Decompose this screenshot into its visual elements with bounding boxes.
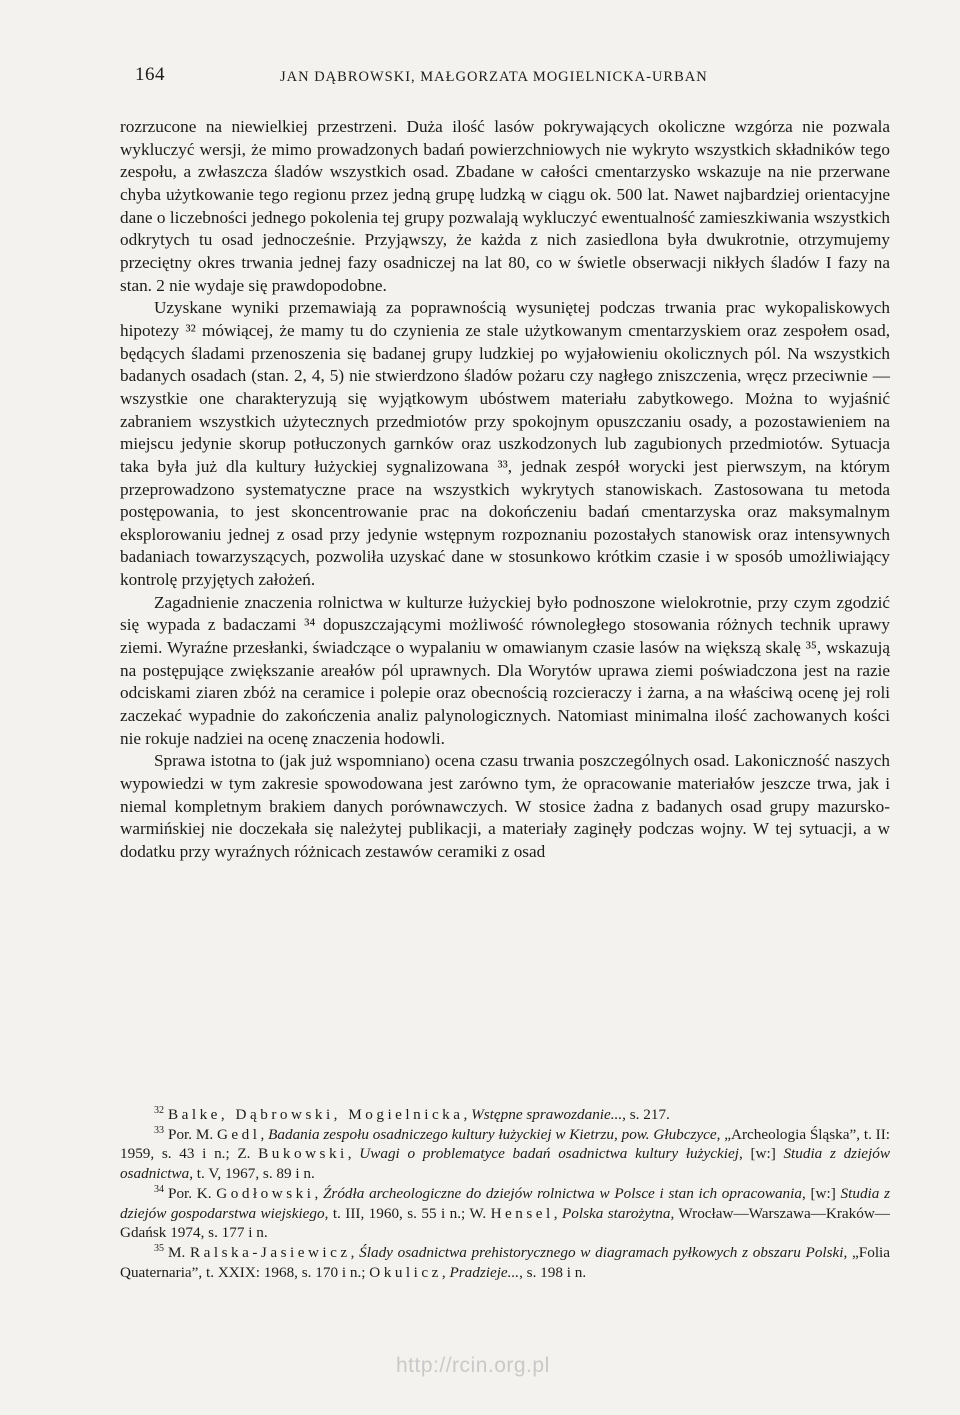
footnote-title: Studia z dziejów osadnictwa <box>120 1145 890 1183</box>
footnote-author: Hensel <box>490 1204 554 1222</box>
footnote-number: 33 <box>154 1124 164 1136</box>
source-watermark: http://rcin.org.pl <box>396 1354 550 1377</box>
footnote-title: Badania zespołu osadniczego kultury łużyckiej w Kietrzu, pow. Głubczyce <box>268 1125 717 1143</box>
footnote-text: , s. 217. <box>622 1106 670 1123</box>
footnote-34 <box>120 1184 890 1243</box>
paragraph-3: Zagadnienie znaczenia rolnictwa w kulturze łużyckiej było podnoszone wielokrotnie, przy czym zgodzić się wypada z badaczami ³⁴ dopuszczającymi możliwość równoległego stosowania różnych technik uprawy ziemi. Wyraźne przesłanki, świadczące o wypalaniu w omawianym czasie lasów na większą skalę ³⁵, wskazują na postępujące zwiększanie areałów pól uprawnych. Dla Worytów uprawa ziemi poświadczona jest na razie odciskami ziaren zbóż na ceramice i polepie oraz obecnością rozcieraczy i żarna, a na właściwą ocenę jej roli zaczekać wypadnie do zakończenia analiz palynologicznych. Natomiast minimalna ilość zachowanych kości nie rokuje nadziei na ocenę znaczenia hodowli. <box>120 592 890 748</box>
paragraph-2: Uzyskane wyniki przemawiają za poprawnością wysuniętej podczas trwania prac wykopaliskowych hipotezy ³² mówiącej, że mamy tu do czynienia ze stale użytkowanym cmentarzyskiem oraz zespołem osad, będących śladami przenoszenia się badanej grupy ludzkiej po wyjałowieniu okolicznych pól. Na wszystkich badanych osadach (stan. 2, 4, 5) nie stwierdzono śladów pożaru czy nagłego zniszczenia, wręcz przeciwnie — wszystkie one charakteryzują się wyjątkowym ubóstwem materiału zabytkowego. Można to wyjaśnić zabraniem wszystkich użytecznych przedmiotów przy spokojnym opuszczaniu osady, a pozostawieniem na miejscu jedynie skorup potłuczonych garnków oraz uszkodzonych lub zagubionych przedmiotów. Sytuacja taka była już dla kultury łużyckiej sygnalizowana ³³, jednak zespół worycki jest pierwszym, na którym przeprowadzono systematyczne prace na wszystkich wykrytych stanowiskach. Zastosowana tu metoda postępowania, to jest skoncentrowanie prac na dokończeniu badań cmentarzyska oraz maksymalnym eksplorowaniu jednej z osad przy jedynie wstępnym rozpoznaniu pozostałych stanowisk oraz intensywnych badaniach towarzyszących, pozwoliła uzyskać dane w stosunkowo krótkim czasie i w sposób umożliwiający kontrolę przyjętych założeń. <box>120 298 890 590</box>
footnote-text: , s. 198 i n. <box>519 1263 587 1281</box>
footnote-text: , t. V, 1967, s. 89 i n. <box>189 1165 315 1183</box>
footnote-title: Studia z dziejów gospodarstwa wiejskiego <box>120 1184 890 1222</box>
footnote-text: , <box>314 1184 323 1202</box>
body-text <box>120 116 890 864</box>
footnote-number: 32 <box>154 1104 164 1116</box>
footnote-author: Okulicz <box>369 1263 442 1281</box>
footnote-author: Ralska-Jasiewicz <box>190 1243 351 1261</box>
footnote-text: M. <box>168 1243 191 1261</box>
page-number: 164 <box>135 64 165 85</box>
footnote-title: Wstępne sprawozdanie... <box>471 1106 623 1123</box>
footnote-text: , <box>350 1243 360 1261</box>
footnote-title: Źródła archeologiczne do dziejów rolnictwa w Polsce i stan ich opracowania <box>322 1184 802 1202</box>
footnote-title: Polska starożytna <box>562 1204 671 1222</box>
footnote-number: 34 <box>154 1183 164 1195</box>
footnote-title: Pradzieje... <box>449 1263 520 1281</box>
footnote-author: Gedl <box>216 1125 261 1143</box>
footnote-text: , „Archeologia Śląska”, t. II: 1959, s. 43 i n.; Z. <box>120 1125 890 1163</box>
footnote-author: Bukowski <box>258 1145 348 1163</box>
paragraph-1: rozrzucone na niewielkiej przestrzeni. Duża ilość lasów pokrywających okoliczne wzgórza nie pozwala wykluczyć wersji, że mimo prowadzonych badań powierzchniowych nie wykryto wszystkich składników tego zespołu, a zwłaszcza śladów wszystkich osad. Zbadane w całości cmentarzysko wskazuje na nie przerwane chyba użytkowanie tego regionu przez jedną grupę ludzką w ciągu ok. 500 lat. Nawet najbardziej orientacyjne dane o liczebności jednego pokolenia tej grupy pozwalają wykluczyć ewentualność zamieszkiwania wszystkich odkrytych tu osad jednocześnie. Przyjąwszy, że każda z nich zasiedlona była dwukrotnie, otrzymujemy przeciętny okres trwania jednej fazy osadniczej na lat 80, co w świetle obserwacji nikłych śladów I fazy na stan. 2 nie wydaje się prawdopodobne. <box>120 117 890 295</box>
footnote-text: , <box>347 1145 360 1163</box>
footnote-text: Por. K. <box>168 1184 217 1202</box>
footnote-33 <box>120 1125 890 1184</box>
footnote-text: , t. III, 1960, s. 55 i n.; W. <box>324 1204 491 1222</box>
footnote-text: , <box>260 1125 269 1143</box>
footnote-author: Godłowski <box>216 1184 315 1202</box>
footnote-text: Por. M. <box>168 1125 217 1143</box>
footnote-text: , „Folia Quaternaria”, t. XXIX: 1968, s. 170 i n.; <box>120 1243 891 1281</box>
footnote-32 <box>120 1105 890 1125</box>
footnote-text: , <box>441 1263 450 1281</box>
footnote-number: 35 <box>154 1242 164 1254</box>
running-title: JAN DĄBROWSKI, MAŁGORZATA MOGIELNICKA-URBAN <box>280 69 708 85</box>
footnote-text: , [w:] <box>801 1184 841 1202</box>
footnotes <box>120 1105 890 1282</box>
footnote-text: , <box>463 1106 472 1123</box>
footnote-title: Ślady osadnictwa prehistorycznego w diagramach pyłkowych z obszaru Polski <box>359 1243 844 1261</box>
footnote-text: , <box>553 1204 562 1222</box>
paragraph-4: Sprawa istotna to (jak już wspomniano) ocena czasu trwania poszczególnych osad. Lakoniczność naszych wypowiedzi w tym zakresie spowodowana jest zarówno tym, że opracowanie materiałów jeszcze trwa, jak i niemal kompletnym brakiem danych porównawczych. W stosice żadna z badanych osad grupy mazursko-warmińskiej nie doczekała się należytej publikacji, a materiały zaginęły podczas wojny. W tej sytuacji, a w dodatku przy wyraźnych różnicach zestawów ceramiki z osad <box>120 751 890 861</box>
footnote-35 <box>120 1243 890 1282</box>
footnote-author: Balke, Dąbrowski, Mogielnicka <box>168 1106 464 1123</box>
footnote-text: , Wrocław—Warszawa—Kraków—Gdańsk 1974, s. 177 i n. <box>120 1204 890 1242</box>
footnote-title: Uwagi o problematyce badań osadnictwa kultury łużyckiej <box>359 1145 739 1163</box>
footnote-text: , [w:] <box>738 1145 784 1163</box>
